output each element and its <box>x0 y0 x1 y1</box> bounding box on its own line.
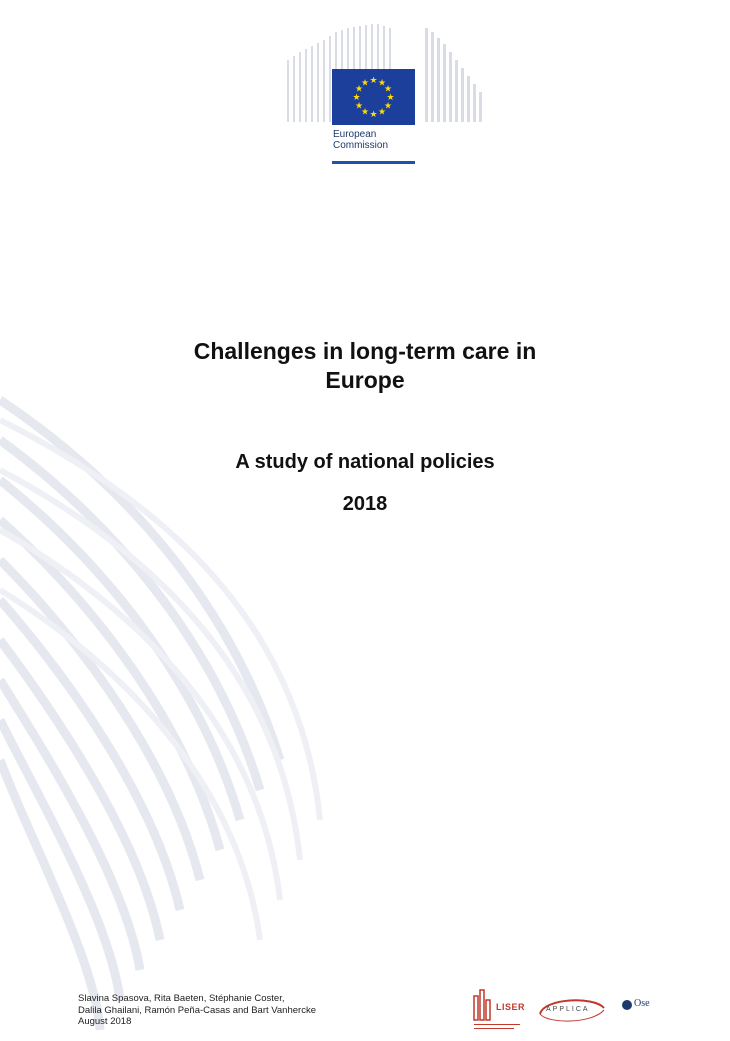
ose-label: Ose <box>634 998 650 1009</box>
svg-text:★: ★ <box>360 78 370 89</box>
liser-label: LISER <box>496 1002 526 1012</box>
partner-logos <box>470 988 660 1036</box>
ose-logo <box>620 996 660 1026</box>
ose-dot-icon <box>620 998 634 1012</box>
liser-logo <box>470 988 530 1036</box>
title-line2: Europe <box>325 367 405 393</box>
logo-org-line1: European <box>333 129 377 140</box>
publication-date: August 2018 <box>78 1016 132 1027</box>
svg-text:★: ★ <box>352 93 361 103</box>
applica-label: APPLICA <box>546 1006 590 1013</box>
document-subtitle: A study of national policies <box>235 451 495 473</box>
svg-text:★: ★ <box>386 93 395 103</box>
svg-text:★: ★ <box>369 110 378 120</box>
authors-block <box>78 993 398 1028</box>
commission-wordmark <box>333 129 388 151</box>
european-commission-logo <box>285 22 490 170</box>
document-year: 2018 <box>342 493 388 515</box>
authors-line1: Slavina Spasova, Rita Baeten, Stéphanie Coster, <box>78 993 285 1004</box>
svg-text:★: ★ <box>383 101 393 112</box>
svg-text:★: ★ <box>360 107 370 118</box>
svg-text:★: ★ <box>377 107 387 118</box>
title-line1: Challenges in long-term care in <box>193 338 537 364</box>
svg-text:★: ★ <box>377 78 387 89</box>
logo-underline <box>332 161 415 164</box>
logo-org-line2: Commission <box>333 140 389 151</box>
liser-bars-icon <box>470 988 530 1036</box>
authors-line2: Dalila Ghailani, Ramón Peña-Casas and Bart Vanhercke <box>78 1004 316 1016</box>
svg-text:★: ★ <box>354 101 364 112</box>
svg-text:★: ★ <box>383 84 393 95</box>
document-title <box>100 337 630 395</box>
svg-text:★: ★ <box>354 84 364 95</box>
applica-logo <box>534 996 610 1026</box>
svg-text:★: ★ <box>369 76 378 86</box>
